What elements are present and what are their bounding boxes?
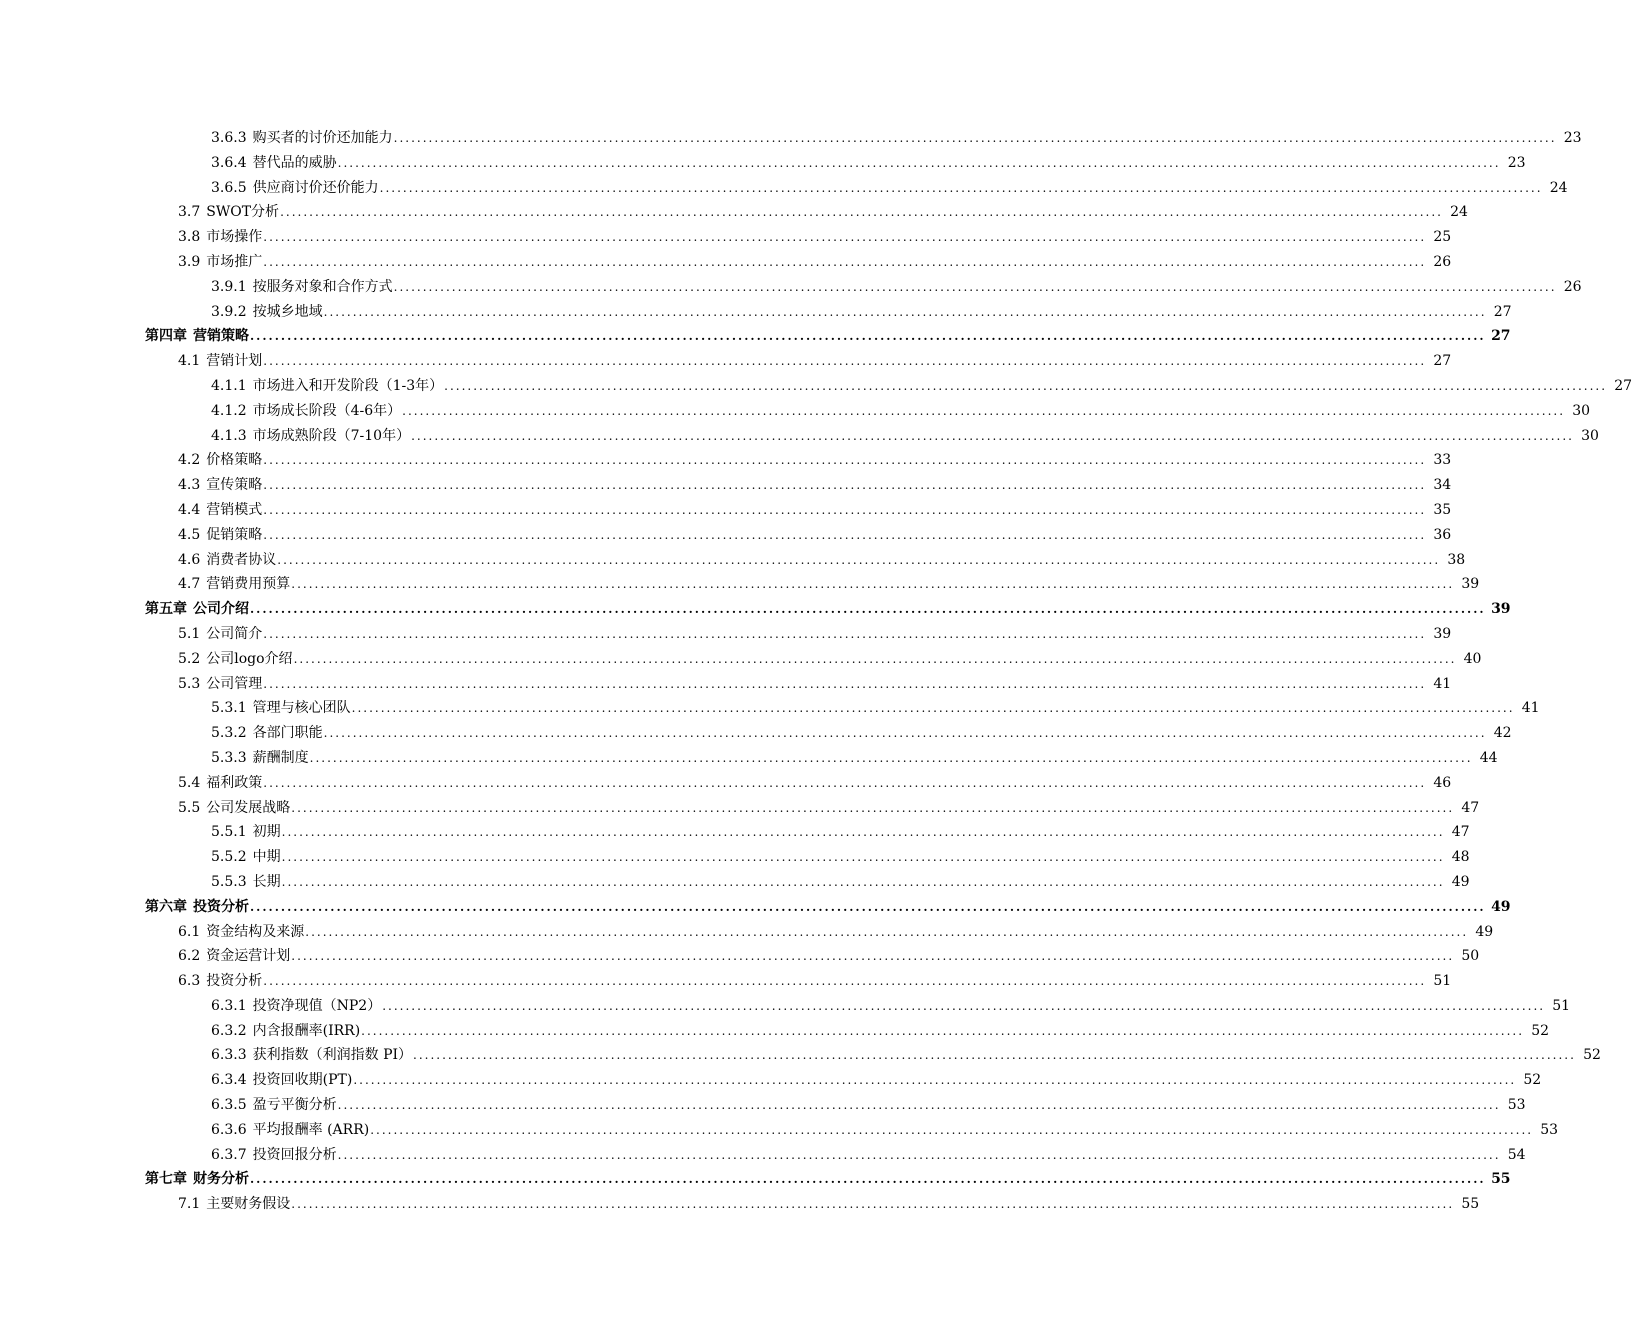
toc-entry-text [178, 969, 262, 994]
toc-entry-text [145, 895, 249, 920]
toc-page-number: 26 [1563, 278, 1582, 295]
toc-entry-number: 第五章 [145, 601, 187, 618]
toc-dot-leader: ........................................................................................................................................................................................................ [263, 974, 1427, 989]
toc-entry-number: 4.1.3 [211, 427, 247, 444]
toc-dot-leader: ........................................................................................................................................................................................................ [323, 726, 1487, 741]
toc-page-number: 54 [1507, 1146, 1526, 1163]
toc-page-number: 47 [1461, 799, 1480, 816]
toc-page-number: 47 [1451, 824, 1470, 841]
toc-entry-text [211, 721, 323, 746]
toc-page-number: 27 [1433, 353, 1452, 370]
toc-page-number: 35 [1433, 501, 1452, 518]
toc-entry-number: 3.8 [178, 229, 201, 246]
toc-entry-text [211, 424, 410, 449]
toc-page-number: 51 [1552, 997, 1571, 1014]
toc-dot-leader: ........................................................................................................................................................................................................ [263, 527, 1427, 542]
toc-entry-title: 消费者协议 [206, 551, 277, 568]
toc-entry-title: 公司介绍 [193, 601, 249, 618]
toc-entry-title: 内含报酬率(IRR) [252, 1022, 361, 1039]
toc-entry-title: 投资分析 [206, 973, 263, 990]
toc-entry-title: 投资回报分析 [252, 1146, 337, 1163]
toc-section-entry[interactable] [0, 647, 1482, 672]
toc-entry-text [178, 498, 262, 523]
toc-section-entry[interactable] [0, 275, 1582, 300]
toc-section-entry[interactable] [0, 1019, 1550, 1044]
toc-entry-number: 3.6.4 [211, 154, 247, 171]
toc-page-number: 53 [1540, 1121, 1559, 1138]
toc-dot-leader: ........................................................................................................................................................................................................ [337, 1147, 1501, 1162]
toc-entry-title: 福利政策 [206, 774, 263, 791]
toc-section-entry[interactable] [0, 200, 1468, 225]
toc-entry-title: 主要财务假设 [206, 1196, 291, 1213]
toc-entry-text [178, 448, 262, 473]
toc-entry-text [211, 820, 281, 845]
toc-entry-title: 投资分析 [193, 898, 249, 915]
toc-section-entry[interactable] [0, 523, 1452, 548]
toc-entry-number: 6.3.2 [211, 1022, 247, 1039]
toc-page-number: 27 [1493, 303, 1512, 320]
toc-page-number: 44 [1479, 749, 1498, 766]
toc-section-entry[interactable] [0, 845, 1470, 870]
toc-entry-title: 宣传策略 [206, 477, 263, 494]
toc-entry-title: 获利指数（利润指数 PI） [252, 1047, 413, 1064]
toc-entry-title: 购买者的讨价还加能力 [252, 130, 393, 146]
toc-entry-text [211, 176, 379, 201]
toc-page-number: 55 [1461, 1196, 1480, 1213]
toc-section-entry[interactable] [0, 622, 1452, 647]
toc-section-entry[interactable] [0, 771, 1452, 796]
toc-page-number: 39 [1491, 601, 1511, 618]
toc-entry-text [211, 300, 323, 325]
toc-entry-title: 财务分析 [193, 1171, 249, 1188]
toc-entry-number: 4.4 [178, 501, 201, 518]
toc-entry-title: 营销模式 [206, 501, 263, 518]
toc-entry-number: 6.3.7 [211, 1146, 247, 1163]
toc-entry-number: 4.1 [178, 353, 201, 370]
toc-page-number: 41 [1521, 700, 1540, 717]
toc-section-entry[interactable] [0, 1118, 1559, 1143]
toc-section-entry[interactable] [0, 300, 1512, 325]
toc-entry-title: 市场推广 [206, 253, 263, 270]
toc-dot-leader: ........................................................................................................................................................................................................ [323, 304, 1487, 319]
toc-dot-leader: ........................................................................................................................................................................................................ [263, 775, 1427, 790]
toc-page-number: 50 [1461, 948, 1480, 965]
toc-entry-number: 5.3.3 [211, 749, 247, 766]
toc-section-entry[interactable] [0, 349, 1452, 374]
toc-entry-text [145, 597, 249, 622]
toc-dot-leader: ........................................................................................................................................................................................................ [291, 949, 1455, 964]
toc-entry-text [211, 1093, 337, 1118]
toc-section-entry[interactable] [0, 796, 1480, 821]
toc-entry-title: 公司管理 [206, 675, 263, 692]
toc-dot-leader: ........................................................................................................................................................................................................ [291, 1197, 1455, 1212]
toc-entry-number: 4.7 [178, 576, 201, 593]
toc-page-number: 40 [1463, 650, 1482, 667]
toc-entry-text [178, 523, 262, 548]
toc-entry-number: 6.3.5 [211, 1097, 247, 1114]
toc-entry-text [211, 870, 281, 895]
toc-dot-leader: ........................................................................................................................................................................................................ [263, 626, 1427, 641]
toc-dot-leader: ........................................................................................................................................................................................................ [413, 1048, 1576, 1063]
toc-entry-text [178, 647, 293, 672]
toc-dot-leader: ........................................................................................................................................................................................................ [411, 428, 1574, 443]
toc-entry-text [178, 672, 262, 697]
toc-dot-leader: ........................................................................................................................................................................................................ [280, 205, 1443, 220]
toc-entry-title: 市场进入和开发阶段（1-3年） [252, 377, 444, 394]
toc-entry-text [211, 845, 281, 870]
toc-entry-number: 3.6.5 [211, 179, 247, 196]
toc-chapter-entry[interactable] [0, 895, 1511, 920]
toc-dot-leader: ........................................................................................................................................................................................................ [263, 254, 1427, 269]
toc-dot-leader: ........................................................................................................................................................................................................ [263, 453, 1427, 468]
toc-entry-title: 资金运营计划 [206, 948, 291, 965]
toc-entry-text [211, 1118, 369, 1143]
toc-page-number: 49 [1491, 898, 1511, 915]
toc-entry-number: 6.3.6 [211, 1121, 247, 1138]
toc-section-entry[interactable] [0, 944, 1480, 969]
toc-page-number: 23 [1507, 154, 1526, 171]
toc-entry-number: 第四章 [145, 328, 187, 345]
toc-entry-title: 市场成长阶段（4-6年） [252, 402, 402, 419]
toc-entry-number: 4.6 [178, 551, 201, 568]
toc-entry-text [178, 250, 262, 275]
toc-entry-text [211, 374, 443, 399]
toc-section-entry[interactable] [0, 746, 1498, 771]
toc-dot-leader: ........................................................................................................................................................................................................ [293, 651, 1457, 666]
toc-section-entry[interactable] [0, 448, 1452, 473]
toc-dot-leader: ........................................................................................................................................................................................................ [263, 230, 1427, 245]
toc-entry-text [211, 746, 309, 771]
toc-dot-leader: ........................................................................................................................................................................................................ [250, 899, 1486, 914]
toc-page-number: 25 [1433, 229, 1452, 246]
toc-dot-leader: ........................................................................................................................................................................................................ [309, 750, 1473, 765]
toc-entry-title: 初期 [252, 824, 281, 841]
table-of-contents [0, 126, 1632, 1217]
toc-entry-title: 营销费用预算 [206, 576, 291, 593]
toc-entry-number: 5.5.3 [211, 873, 247, 890]
toc-page-number: 41 [1433, 675, 1452, 692]
toc-section-entry[interactable] [0, 969, 1452, 994]
toc-page-number: 46 [1433, 774, 1452, 791]
toc-page-number: 55 [1491, 1171, 1511, 1188]
toc-section-entry[interactable] [0, 994, 1571, 1019]
toc-page-number: 33 [1433, 452, 1452, 469]
toc-page-number: 52 [1583, 1047, 1601, 1064]
toc-dot-leader: ........................................................................................................................................................................................................ [402, 403, 1566, 418]
toc-section-entry[interactable] [0, 1143, 1526, 1168]
toc-section-entry[interactable] [0, 250, 1452, 275]
toc-section-entry[interactable] [0, 126, 1582, 151]
toc-entry-number: 6.3.3 [211, 1047, 247, 1064]
toc-entry-title: 市场成熟阶段（7-10年） [252, 427, 411, 444]
toc-entry-title: 薪酬制度 [252, 749, 309, 766]
toc-entry-number: 5.3.2 [211, 725, 247, 742]
toc-entry-text [178, 225, 262, 250]
toc-dot-leader: ........................................................................................................................................................................................................ [250, 602, 1486, 617]
toc-entry-text [211, 275, 393, 300]
toc-entry-title: 供应商讨价还价能力 [252, 179, 379, 196]
toc-entry-number: 第七章 [145, 1171, 187, 1188]
toc-entry-text [211, 994, 381, 1019]
toc-page-number: 38 [1447, 551, 1466, 568]
toc-entry-title: 盈亏平衡分析 [252, 1097, 337, 1114]
toc-entry-number: 5.4 [178, 774, 201, 791]
toc-entry-text [211, 1043, 412, 1068]
toc-section-entry[interactable] [0, 151, 1526, 176]
toc-chapter-entry[interactable] [0, 324, 1511, 349]
toc-section-entry[interactable] [0, 920, 1494, 945]
toc-dot-leader: ........................................................................................................................................................................................................ [263, 502, 1427, 517]
toc-section-entry[interactable] [0, 176, 1568, 201]
toc-entry-text [178, 572, 290, 597]
toc-section-entry[interactable] [0, 473, 1452, 498]
toc-entry-number: 5.2 [178, 650, 201, 667]
toc-dot-leader: ........................................................................................................................................................................................................ [337, 1098, 1501, 1113]
toc-entry-text [211, 1068, 352, 1093]
toc-dot-leader: ........................................................................................................................................................................................................ [291, 800, 1455, 815]
toc-section-entry[interactable] [0, 399, 1591, 424]
toc-entry-text [211, 126, 393, 151]
toc-section-entry[interactable] [0, 498, 1452, 523]
toc-entry-title: 中期 [252, 849, 281, 866]
toc-section-entry[interactable] [0, 374, 1632, 399]
toc-entry-number: 6.3.1 [211, 997, 247, 1014]
toc-dot-leader: ........................................................................................................................................................................................................ [370, 1122, 1534, 1137]
toc-entry-text [178, 622, 262, 647]
toc-entry-title: 营销计划 [206, 353, 263, 370]
toc-section-entry[interactable] [0, 548, 1466, 573]
toc-entry-text [211, 1143, 337, 1168]
toc-entry-title: 价格策略 [206, 452, 263, 469]
toc-entry-number: 第六章 [145, 898, 187, 915]
toc-entry-number: 4.2 [178, 452, 201, 469]
toc-entry-number: 5.1 [178, 625, 201, 642]
toc-page-number: 27 [1614, 377, 1632, 394]
toc-dot-leader: ........................................................................................................................................................................................................ [393, 279, 1557, 294]
toc-page-number: 36 [1433, 526, 1452, 543]
toc-section-entry[interactable] [0, 820, 1470, 845]
toc-entry-number: 3.9.1 [211, 278, 247, 295]
toc-entry-text [178, 944, 290, 969]
toc-dot-leader: ........................................................................................................................................................................................................ [361, 1023, 1525, 1038]
toc-entry-text [211, 399, 401, 424]
toc-page-number: 30 [1581, 427, 1599, 444]
toc-dot-leader: ........................................................................................................................................................................................................ [382, 998, 1546, 1013]
toc-entry-title: 替代品的威胁 [252, 154, 337, 171]
toc-entry-text [211, 151, 337, 176]
toc-entry-number: 5.3.1 [211, 700, 247, 717]
toc-entry-title: 促销策略 [206, 526, 263, 543]
toc-page-number: 24 [1450, 204, 1468, 221]
toc-page-number: 30 [1572, 402, 1591, 419]
toc-entry-number: 3.9 [178, 253, 201, 270]
toc-dot-leader: ........................................................................................................................................................................................................ [281, 874, 1445, 889]
toc-entry-title: 各部门职能 [252, 725, 323, 742]
toc-dot-leader: ........................................................................................................................................................................................................ [393, 131, 1557, 145]
toc-section-entry[interactable] [0, 1192, 1480, 1217]
toc-entry-number: 4.1.1 [211, 377, 247, 394]
toc-entry-title: 公司发展战略 [206, 799, 291, 816]
toc-dot-leader: ........................................................................................................................................................................................................ [379, 180, 1543, 195]
toc-section-entry[interactable] [0, 1068, 1542, 1093]
toc-entry-text [178, 1192, 290, 1217]
toc-page-number: 49 [1475, 923, 1494, 940]
toc-section-entry[interactable] [0, 424, 1599, 449]
toc-entry-number: 4.1.2 [211, 402, 247, 419]
toc-entry-text [145, 1167, 249, 1192]
toc-chapter-entry[interactable] [0, 597, 1511, 622]
toc-page-number: 52 [1531, 1022, 1550, 1039]
toc-entry-title: 营销策略 [193, 328, 249, 345]
toc-dot-leader: ........................................................................................................................................................................................................ [291, 577, 1455, 592]
toc-entry-title: 投资净现值（NP2） [252, 997, 382, 1014]
toc-dot-leader: ........................................................................................................................................................................................................ [444, 378, 1608, 393]
toc-dot-leader: ........................................................................................................................................................................................................ [250, 329, 1486, 344]
toc-dot-leader: ........................................................................................................................................................................................................ [277, 552, 1441, 567]
toc-entry-number: 6.2 [178, 948, 201, 965]
toc-dot-leader: ........................................................................................................................................................................................................ [281, 850, 1445, 865]
toc-entry-title: 资金结构及来源 [206, 923, 305, 940]
toc-section-entry[interactable] [0, 696, 1540, 721]
toc-page-number: 51 [1433, 973, 1452, 990]
toc-section-entry[interactable] [0, 1093, 1526, 1118]
toc-dot-leader: ........................................................................................................................................................................................................ [263, 478, 1427, 493]
toc-page-number: 24 [1549, 179, 1568, 196]
toc-page-number: 49 [1451, 873, 1470, 890]
toc-page-number: 39 [1461, 576, 1480, 593]
toc-entry-title: 按服务对象和合作方式 [252, 278, 393, 295]
toc-entry-number: 3.6.3 [211, 130, 247, 146]
toc-entry-number: 3.9.2 [211, 303, 247, 320]
toc-dot-leader: ........................................................................................................................................................................................................ [263, 676, 1427, 691]
toc-page-number: 52 [1523, 1072, 1542, 1089]
toc-entry-number: 6.1 [178, 923, 201, 940]
toc-entry-text [211, 1019, 360, 1044]
toc-entry-title: 长期 [252, 873, 281, 890]
toc-page-number: 48 [1451, 849, 1470, 866]
toc-entry-text [178, 920, 304, 945]
toc-dot-leader: ........................................................................................................................................................................................................ [305, 924, 1469, 939]
toc-entry-title: 公司简介 [206, 625, 263, 642]
toc-entry-text [178, 200, 279, 225]
toc-entry-number: 6.3.4 [211, 1072, 247, 1089]
toc-section-entry[interactable] [0, 721, 1512, 746]
toc-section-entry[interactable] [0, 672, 1452, 697]
toc-dot-leader: ........................................................................................................................................................................................................ [263, 354, 1427, 369]
toc-entry-number: 4.3 [178, 477, 201, 494]
toc-entry-number: 4.5 [178, 526, 201, 543]
toc-section-entry[interactable] [0, 225, 1452, 250]
toc-entry-title: 管理与核心团队 [252, 700, 351, 717]
toc-entry-text [178, 349, 262, 374]
toc-section-entry[interactable] [0, 870, 1470, 895]
toc-entry-title: 市场操作 [206, 229, 263, 246]
toc-entry-number: 5.5.2 [211, 849, 247, 866]
toc-dot-leader: ........................................................................................................................................................................................................ [281, 825, 1445, 840]
toc-entry-title: 投资回收期(PT) [252, 1072, 353, 1089]
toc-entry-number: 6.3 [178, 973, 201, 990]
toc-entry-text [178, 771, 262, 796]
toc-section-entry[interactable] [0, 1043, 1601, 1068]
toc-entry-title: 按城乡地域 [252, 303, 323, 320]
toc-entry-title: 平均报酬率 (ARR) [252, 1121, 370, 1138]
toc-entry-title: SWOT分析 [206, 204, 280, 221]
toc-entry-text [145, 324, 249, 349]
toc-page-number: 42 [1493, 725, 1512, 742]
toc-section-entry[interactable] [0, 572, 1480, 597]
toc-entry-text [211, 696, 351, 721]
toc-page-number: 26 [1433, 253, 1452, 270]
toc-chapter-entry[interactable] [0, 1167, 1511, 1192]
toc-entry-number: 7.1 [178, 1196, 201, 1213]
toc-entry-text [178, 548, 276, 573]
toc-entry-number: 5.5 [178, 799, 201, 816]
toc-entry-number: 5.5.1 [211, 824, 247, 841]
toc-page-number: 23 [1563, 130, 1582, 146]
toc-entry-number: 3.7 [178, 204, 201, 221]
toc-entry-number: 5.3 [178, 675, 201, 692]
toc-entry-title: 公司logo介绍 [206, 650, 293, 667]
toc-dot-leader: ........................................................................................................................................................................................................ [250, 1172, 1486, 1187]
toc-dot-leader: ........................................................................................................................................................................................................ [353, 1073, 1517, 1088]
toc-dot-leader: ........................................................................................................................................................................................................ [351, 701, 1515, 716]
toc-entry-text [178, 473, 262, 498]
toc-page-number: 53 [1507, 1097, 1526, 1114]
toc-entry-text [178, 796, 290, 821]
toc-dot-leader: ........................................................................................................................................................................................................ [337, 155, 1501, 170]
toc-page-number: 39 [1433, 625, 1452, 642]
toc-page-number: 27 [1491, 328, 1511, 345]
toc-page-number: 34 [1433, 477, 1452, 494]
